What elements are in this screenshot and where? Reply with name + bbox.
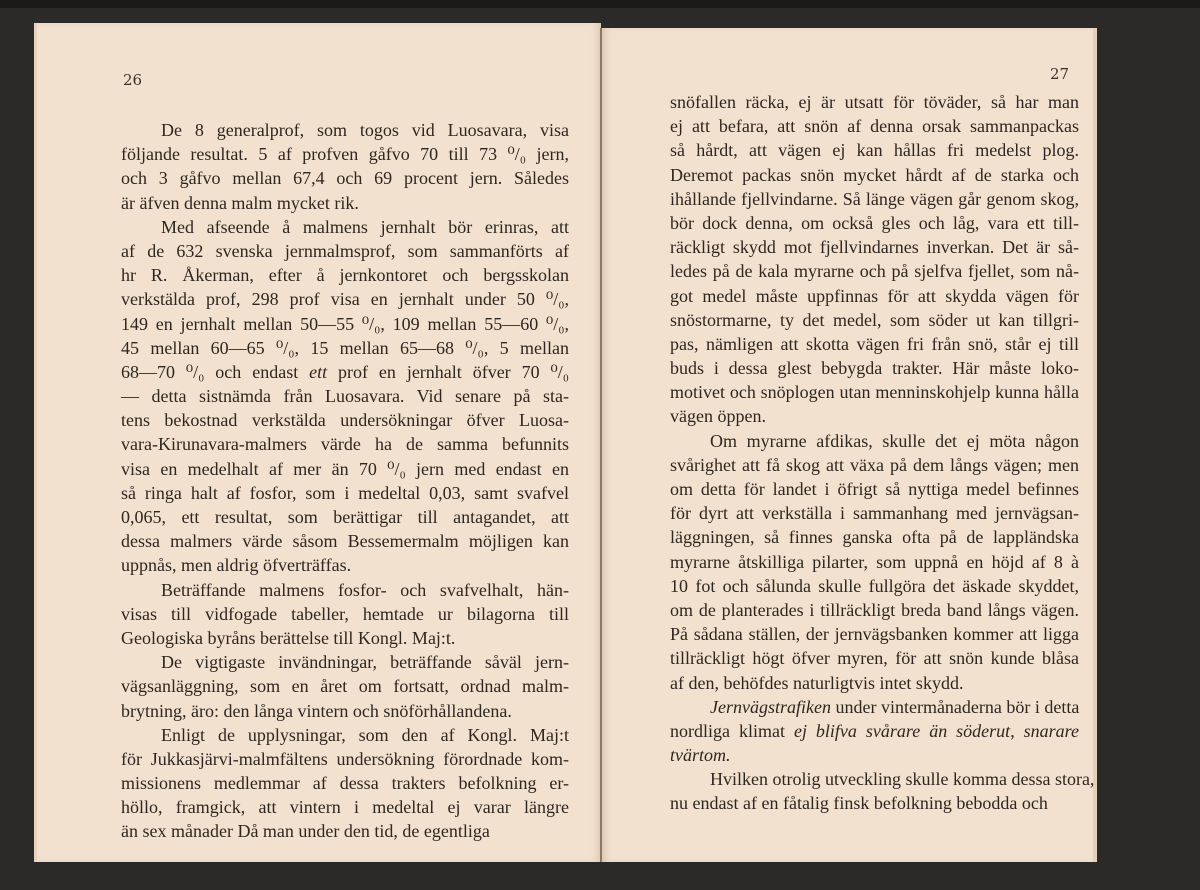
text-line: På sådana ställen, der jernvägsbanken kommer att ligga (670, 624, 1079, 645)
page-number-right: 27 (1050, 65, 1070, 83)
text-line: ihållande fjellvindarne. Så länge vägen går genom skog, (670, 188, 1079, 209)
text-line: läggningen, så finnes ganska ofta på de lappländska (670, 527, 1079, 548)
paragraph (121, 215, 569, 578)
text-line: visas till vidfogade tabeller, hemtade ur bilagorna till (121, 603, 569, 624)
text-line: ej att befara, att snön af denna orsak sammanpackas (670, 116, 1079, 137)
text-line: 149 en jernhalt mellan 50—55 ⁰/₀, 109 mellan 55—60 ⁰/₀, (121, 313, 569, 334)
text-line: uppnås, men aldrig öfverträffas. (121, 555, 352, 576)
text-line: om de planterades i tillräckligt breda band långs vägen. (670, 599, 1079, 620)
text-line: svårighet att få skog att växa på dem långs vägen; men (670, 454, 1079, 475)
text-line: för Jukkasjärvi-malmfältens undersökning förordnade kom- (121, 748, 569, 769)
text-line: got medel måste uppfinnas för att skydda vägen för (670, 285, 1079, 306)
text-line: tens bekostnad verkstälda undersökningar öfver Luosa- (121, 410, 569, 431)
text-line: vägen öppen. (670, 406, 766, 427)
right-page (602, 28, 1097, 862)
text-line: 10 fot och sålunda skulle fullgöra det äskade skyddet, (670, 575, 1079, 596)
paragraph (670, 90, 1079, 429)
text-line: visa en medelhalt af mer än 70 ⁰/₀ jern med endast en (121, 458, 569, 479)
paragraph (121, 118, 569, 215)
left-page-text (121, 118, 569, 844)
text-line: pas, nämligen att skotta vägen fri från snö, står ej till (670, 333, 1079, 354)
text-line: 68—70 ⁰/₀ och endast ett prof en jernhalt öfver 70 ⁰/₀ (121, 361, 569, 382)
scan-background-top (0, 0, 1200, 8)
text-line: följande resultat. 5 af profven gåfvo 70 till 73 ⁰/₀ jern, (121, 144, 569, 165)
text-line: Om myrarne afdikas, skulle det ej möta någon (710, 430, 1079, 451)
text-line: Hvilken otrolig utveckling skulle komma dessa stora, (710, 769, 1095, 790)
text-line: brytning, äro: den långa vintern och snöförhållandena. (121, 700, 512, 721)
text-line: tvärtom. (670, 745, 731, 766)
text-line: 0,065, ett resultat, som berättigar till antagandet, att (121, 507, 569, 527)
left-page (34, 23, 601, 862)
text-line: hr R. Åkerman, efter å jernkontoret och bergsskolan (121, 265, 569, 286)
text-line: räckligt skydd mot fjellvindarnes inverkan. Det är så- (670, 237, 1079, 258)
text-line: höllo, framgick, att vintern i medeltal ej varar längre (121, 797, 569, 818)
text-line: nu endast af en fåtalig finsk befolkning bebodda och (670, 793, 1048, 814)
text-line: än sex månader Då man under den tid, de egentliga (121, 821, 490, 842)
text-line: är äfven denna malm mycket rik. (121, 192, 359, 213)
page-number-left: 26 (123, 71, 143, 89)
text-line: och 3 gåfvo mellan 67,4 och 69 procent jern. Således (121, 168, 569, 189)
text-line: Beträffande malmens fosfor- och svafvelhalt, hän- (161, 579, 569, 600)
text-line: verkstälda prof, 298 prof visa en jernhalt under 50 ⁰/₀, (121, 289, 569, 310)
text-line: Med afseende å malmens jernhalt bör erinras, att (161, 216, 569, 237)
text-line: vara-Kirunavara-malmers värde ha de samma befunnits (121, 434, 569, 455)
text-line: Enligt de upplysningar, som den af Kongl. Maj:t (161, 724, 569, 745)
text-line: så hårdt, att vägen ej kan hållas fri medelst plog. (670, 140, 1079, 161)
paragraph (670, 429, 1079, 695)
paragraph (121, 578, 569, 651)
text-line: tillräckligt högt öfver myren, för att snön kunde blåsa (670, 648, 1079, 669)
text-line: dessa malmers värde såsom Bessemermalm möjligen kan (121, 531, 569, 552)
paragraph (121, 723, 569, 844)
text-line: buds i dessa glest bebygda trakter. Här måste loko- (670, 358, 1079, 379)
text-line: snöfallen räcka, ej är utsatt för töväder, så har man (670, 92, 1079, 112)
text-line: vägsanläggning, som en året om fortsatt, ordnad malm- (121, 676, 569, 697)
text-line: Jernvägstrafiken under vintermånaderna bör i detta (710, 696, 1080, 717)
text-line: nordliga klimat ej blifva svårare än söderut, snarare (670, 720, 1080, 741)
text-line: Geologiska byråns berättelse till Kongl. Maj:t. (121, 627, 456, 648)
text-line: för dyrt att verkställa i sammanhang med jernvägsan- (670, 503, 1079, 524)
text-line: — detta sistnämda från Luosavara. Vid senare på sta- (121, 386, 569, 407)
text-line: missionens medlemmar af dessa trakters befolkning er- (121, 773, 569, 794)
text-line: om detta för landet i öfrigt så nyttiga medel befinnes (670, 479, 1079, 499)
right-page-text (670, 90, 1095, 816)
text-line: myrarne åtskilliga pilarter, som uppnå en höjd af 8 à (670, 551, 1079, 572)
text-line: 45 mellan 60—65 ⁰/₀, 15 mellan 65—68 ⁰/₀, 5 mellan (121, 337, 569, 358)
text-line: af de 632 svenska jernmalmsprof, som sammanförts af (121, 240, 569, 261)
text-line: bör dock denna, om också gles och låg, vara ett till- (670, 212, 1079, 233)
text-line: Deremot packas snön mycket hårdt af de starka och (670, 164, 1079, 185)
paragraph (121, 650, 569, 723)
text-line: De 8 generalprof, som togos vid Luosavara, visa (161, 120, 569, 140)
text-line: snöstormarne, ty det medel, som söder ut kan tillgri- (670, 309, 1079, 330)
text-line: De vigtigaste invändningar, beträffande såväl jern- (161, 652, 569, 673)
text-line: af den, behöfdes naturligtvis intet skydd. (670, 672, 964, 693)
paragraph (670, 767, 1095, 815)
text-line: motivet och snöplogen utan menninskohjelp kunna hålla (670, 382, 1079, 403)
paragraph (670, 695, 1079, 768)
text-line: så ringa halt af fosfor, som i medeltal 0,03, samt svafvel (121, 482, 569, 503)
text-line: ledes på de kala myrarne och på sjelfva fjellet, som nå- (670, 261, 1079, 282)
